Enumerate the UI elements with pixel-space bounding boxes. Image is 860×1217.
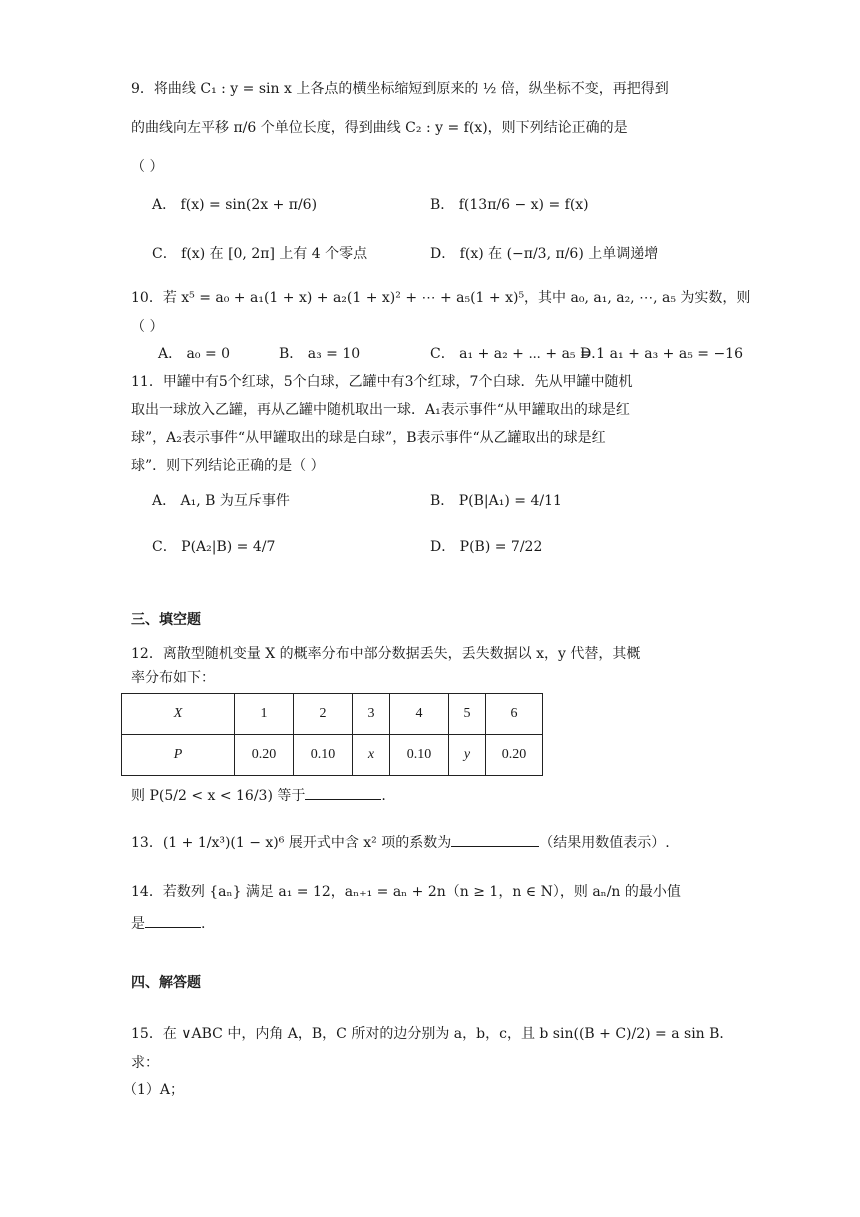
table-row-p <box>122 735 543 776</box>
table-cell: 1 <box>235 694 294 735</box>
q14-line2 <box>131 913 205 935</box>
answer-blank <box>305 785 381 800</box>
table-cell: 5 <box>449 694 486 735</box>
table-cell: 0.10 <box>294 735 353 776</box>
table-cell: y <box>449 735 486 776</box>
table-cell: X <box>122 694 235 735</box>
q12-line1: 12．离散型随机变量 X 的概率分布中部分数据丢失，丢失数据以 x，y 代替，其概 <box>131 646 641 662</box>
q11-option-d: D． P(B) = 7/22 <box>430 539 543 555</box>
table-cell: x <box>353 735 390 776</box>
q9-option-d: D． f(x) 在 (−π/3, π/6) 上单调递增 <box>430 246 659 262</box>
table-cell: 0.20 <box>235 735 294 776</box>
q12-question <box>131 785 386 807</box>
q11-line4: 球”．则下列结论正确的是（ ） <box>131 458 325 474</box>
table-cell: 3 <box>353 694 390 735</box>
q12-line2: 率分布如下： <box>131 670 215 686</box>
q10-option-b: B． a₃ = 10 <box>279 346 361 362</box>
answer-blank <box>451 832 539 847</box>
q13-text: 13．(1 + 1/x³)(1 − x)⁶ 展开式中含 x² 项的系数为 <box>131 835 452 851</box>
q9-option-c: C． f(x) 在 [0, 2π] 上有 4 个零点 <box>152 246 368 262</box>
q10-line1: 10．若 x⁵ = a₀ + a₁(1 + x) + a₂(1 + x)² + ⋯ + a₅(1 + x)⁵，其中 a₀, a₁, a₂, ⋯, a₅ 为实数，则 <box>131 290 751 306</box>
q11-line1: 11．甲罐中有5个红球，5个白球，乙罐中有3个红球，7个白球．先从甲罐中随机 <box>131 374 633 390</box>
q11-line2: 取出一球放入乙罐，再从乙罐中随机取出一球．A₁表示事件“从甲罐取出的球是红 <box>131 402 630 418</box>
q12-end: . <box>381 788 386 804</box>
answer-blank <box>145 913 201 928</box>
table-row-x <box>122 694 543 735</box>
q9-paren: （ ） <box>131 159 164 175</box>
table-cell: P <box>122 735 235 776</box>
table-cell: 6 <box>486 694 543 735</box>
q9-line1: 9．将曲线 C₁ : y = sin x 上各点的横坐标缩短到原来的 ½ 倍，纵坐标不变，再把得到 <box>131 81 669 97</box>
section-answer-heading: 四、解答题 <box>131 975 201 991</box>
q11-option-a: A． A₁, B 为互斥事件 <box>152 493 290 509</box>
q11-option-b: B． P(B|A₁) = 4/11 <box>430 493 562 509</box>
table-cell: 0.20 <box>486 735 543 776</box>
q15-line1: 15．在 ∨ABC 中，内角 A，B，C 所对的边分别为 a，b，c，且 b sin((B + C)/2) = a sin B． <box>131 1026 734 1042</box>
table-cell: 4 <box>390 694 449 735</box>
q10-option-d: D． a₁ + a₃ + a₅ = −16 <box>580 346 743 362</box>
q11-option-c: C． P(A₂|B) = 4/7 <box>152 539 276 555</box>
table-cell: 2 <box>294 694 353 735</box>
q10-option-a: A． a₀ = 0 <box>158 346 231 362</box>
q14-end: . <box>201 916 206 932</box>
table-cell: 0.10 <box>390 735 449 776</box>
q14-line1: 14．若数列 {aₙ} 满足 a₁ = 12，aₙ₊₁ = aₙ + 2n（n ≥ 1，n ∈ N），则 aₙ/n 的最小值 <box>131 884 681 900</box>
q15-line2: 求： <box>131 1055 159 1071</box>
q9-option-b: B． f(13π/6 − x) = f(x) <box>430 197 589 213</box>
q11-line3: 球”，A₂表示事件“从甲罐取出的球是白球”，B表示事件“从乙罐取出的球是红 <box>131 430 606 446</box>
probability-table <box>121 693 543 776</box>
section-fill-in-heading: 三、填空题 <box>131 612 201 628</box>
q15-line3: （1）A； <box>123 1082 185 1098</box>
q10-option-c: C． a₁ + a₂ + ⋯ + a₅ = 1 <box>430 346 606 362</box>
q9-line2: 的曲线向左平移 π/6 个单位长度，得到曲线 C₂ : y = f(x)，则下列结论正确的是 <box>131 120 628 136</box>
q14-text: 是 <box>131 916 145 932</box>
q13-end: （结果用数值表示）. <box>539 835 670 851</box>
q13-question <box>131 832 670 854</box>
q10-paren: （ ） <box>131 319 164 335</box>
q12-text: 则 P(5/2 < x < 16/3) 等于 <box>131 788 306 804</box>
q9-option-a: A． f(x) = sin(2x + π/6) <box>152 197 318 213</box>
